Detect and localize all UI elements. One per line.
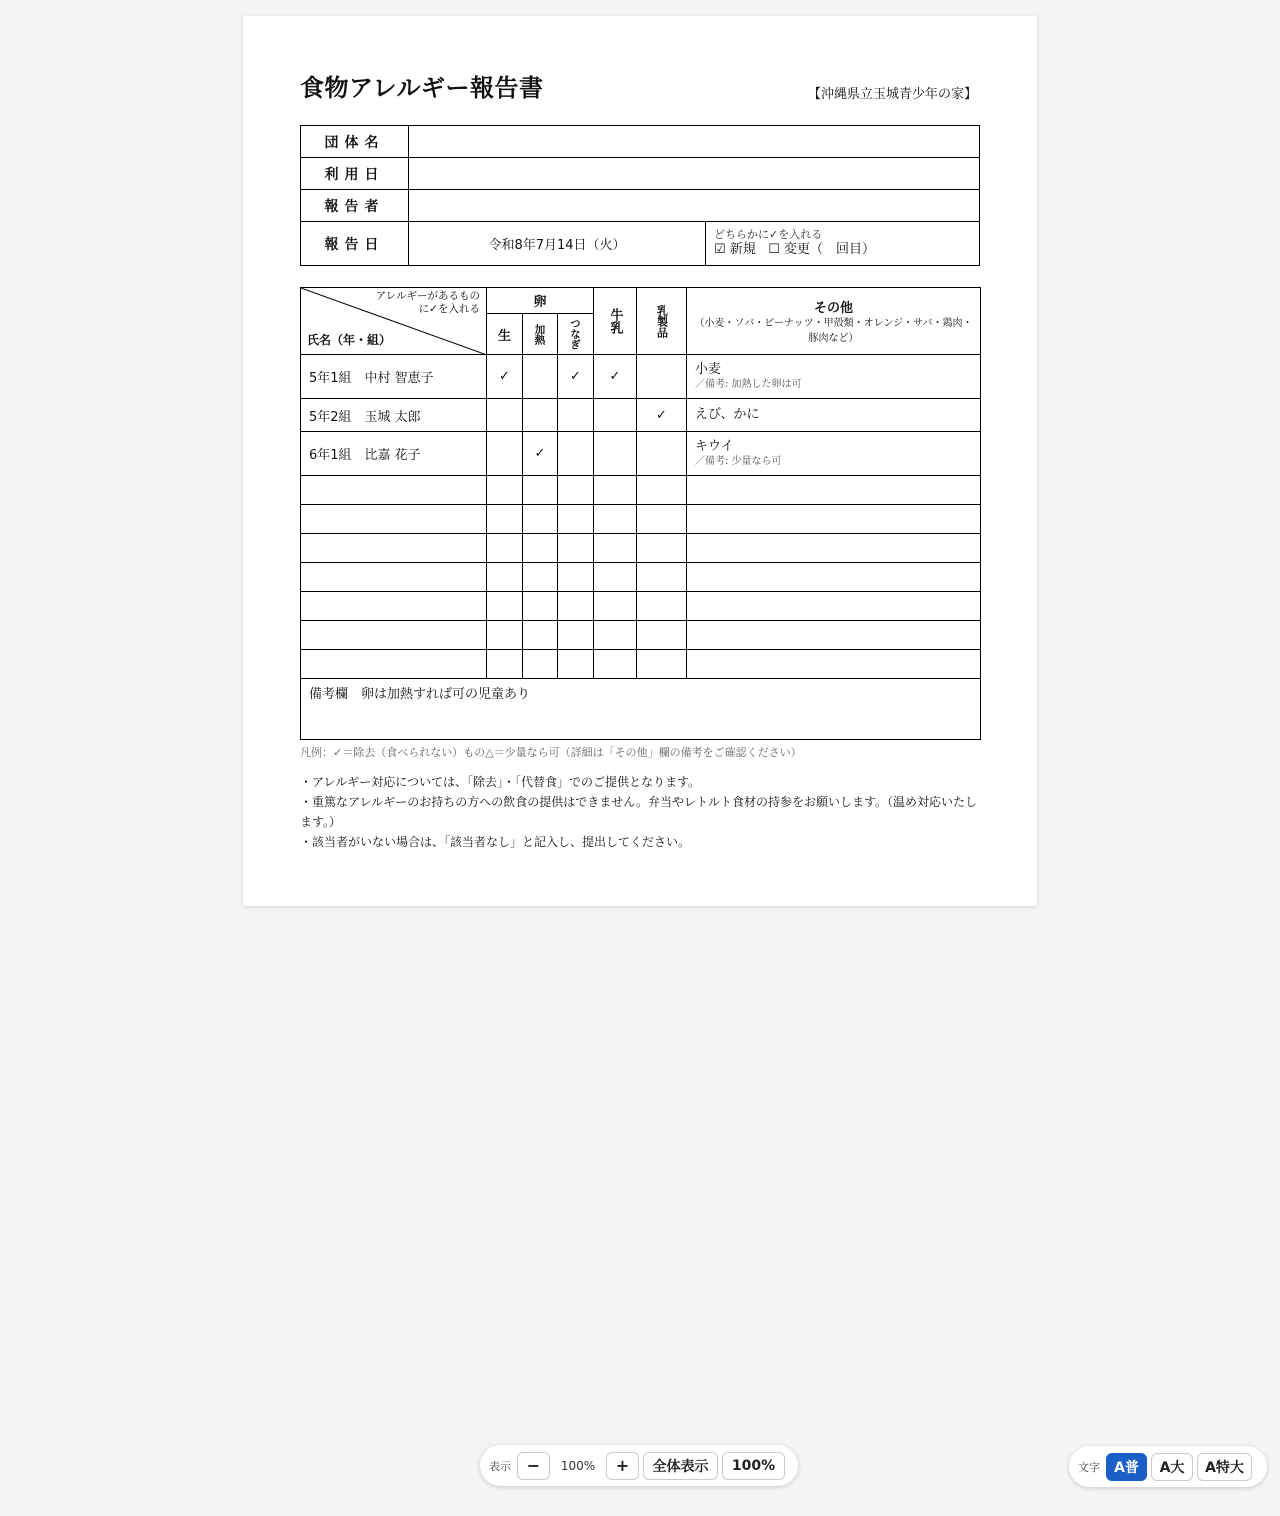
dairy-header-label: 乳製品: [655, 304, 669, 338]
other-allergy[interactable]: [687, 355, 981, 399]
diag-top-label: アレルギーがあるもの に✓を入れる: [375, 290, 480, 315]
empty-cell[interactable]: [637, 621, 687, 650]
egg-binder-check[interactable]: ✓: [558, 355, 594, 399]
egg-header: 卵: [487, 288, 594, 314]
new-checkbox[interactable]: ☑ 新規: [714, 242, 756, 257]
empty-cell[interactable]: [594, 505, 637, 534]
empty-cell[interactable]: [558, 563, 594, 592]
student-name[interactable]: 6年1組 比嘉 花子: [301, 432, 487, 476]
remarks-field[interactable]: 備考欄 卵は加熱すれば可の児童あり: [301, 679, 981, 740]
empty-cell[interactable]: [637, 563, 687, 592]
empty-cell[interactable]: [301, 534, 487, 563]
dairy-check[interactable]: [637, 355, 687, 399]
empty-cell[interactable]: [301, 621, 487, 650]
milk-check[interactable]: ✓: [594, 355, 637, 399]
egg-binder-check[interactable]: [558, 399, 594, 432]
group-field[interactable]: [409, 126, 980, 158]
empty-cell[interactable]: [487, 621, 523, 650]
empty-row: [301, 534, 981, 563]
legend: 凡例：✓＝除去（食べられない）もの△＝少量なら可（詳細は「その他」欄の備考をご確認ください）: [300, 746, 802, 759]
empty-cell[interactable]: [637, 650, 687, 679]
empty-cell[interactable]: [687, 505, 981, 534]
empty-cell[interactable]: [523, 621, 558, 650]
empty-cell[interactable]: [487, 650, 523, 679]
empty-cell[interactable]: [594, 621, 637, 650]
empty-cell[interactable]: [487, 505, 523, 534]
other-header-note: （小麦・ソバ・ピーナッツ・甲殻類・オレンジ・サバ・鶏肉・豚肉など）: [694, 317, 973, 344]
empty-cell[interactable]: [637, 476, 687, 505]
empty-cell[interactable]: [687, 621, 981, 650]
note-item: ・重篤なアレルギーのお持ちの方への飲食の提供はできません。弁当やレトルト食材の持参をお願いします。（温め対応いたします。）: [300, 795, 977, 829]
milk-check[interactable]: [594, 399, 637, 432]
table-row: [301, 355, 981, 399]
empty-row: [301, 650, 981, 679]
egg-raw-check[interactable]: [487, 432, 523, 476]
reset-zoom-button[interactable]: 100%: [722, 1452, 785, 1480]
egg-cooked-check[interactable]: [523, 399, 558, 432]
empty-cell[interactable]: [523, 534, 558, 563]
other-header: [687, 288, 981, 355]
other-allergy-main: 小麦: [695, 362, 722, 377]
document-title: 食物アレルギー報告書: [300, 74, 544, 102]
note-item: ・アレルギー対応については、「除去」・「代替食」でのご提供となります。: [300, 775, 701, 789]
egg-binder-header: [558, 314, 594, 355]
empty-cell[interactable]: [523, 592, 558, 621]
egg-cooked-header: [523, 314, 558, 355]
table-row: [301, 432, 981, 476]
change-checkbox[interactable]: ☐ 変更（ 回目）: [768, 242, 875, 257]
empty-cell[interactable]: [301, 592, 487, 621]
empty-cell[interactable]: [637, 505, 687, 534]
empty-cell[interactable]: [558, 505, 594, 534]
empty-cell[interactable]: [487, 592, 523, 621]
font-xlarge-button[interactable]: A特大: [1197, 1453, 1252, 1481]
empty-cell[interactable]: [301, 563, 487, 592]
new-change-choice: [706, 222, 980, 266]
diagonal-header: [301, 288, 487, 355]
student-name[interactable]: 5年2組 玉城 太郎: [301, 399, 487, 432]
empty-cell[interactable]: [594, 650, 637, 679]
organization-name: 【沖縄県立玉城青少年の家】: [807, 87, 977, 102]
egg-raw-check[interactable]: ✓: [487, 355, 523, 399]
empty-cell[interactable]: [523, 563, 558, 592]
empty-row: [301, 592, 981, 621]
view-toolbar: [480, 1445, 798, 1486]
empty-row: [301, 563, 981, 592]
milk-header: [594, 288, 637, 355]
report-page: [243, 16, 1037, 906]
empty-cell[interactable]: [523, 505, 558, 534]
empty-cell[interactable]: [487, 563, 523, 592]
view-label: 表示: [489, 1459, 511, 1473]
empty-cell[interactable]: [558, 621, 594, 650]
name-column-header: 氏名（年・組）: [307, 333, 392, 347]
table-row: [301, 399, 981, 432]
empty-cell[interactable]: [594, 534, 637, 563]
other-allergy-main: えび、かに: [695, 407, 760, 422]
empty-cell[interactable]: [523, 650, 558, 679]
empty-cell[interactable]: [687, 534, 981, 563]
empty-cell[interactable]: [687, 650, 981, 679]
reporter-label: 報告者: [301, 190, 409, 222]
egg-binder-label: つなぎ: [569, 318, 581, 350]
other-allergy[interactable]: [687, 432, 981, 476]
empty-cell[interactable]: [301, 476, 487, 505]
egg-raw-header: 生: [487, 314, 523, 355]
other-allergy-note: ／備考: 少量なら可: [695, 456, 782, 467]
empty-cell[interactable]: [558, 650, 594, 679]
empty-cell[interactable]: [558, 534, 594, 563]
dairy-header: [637, 288, 687, 355]
font-large-button[interactable]: A大: [1151, 1453, 1193, 1481]
egg-raw-check[interactable]: [487, 399, 523, 432]
other-header-label: その他: [813, 300, 853, 316]
info-table: [300, 125, 980, 266]
dairy-check[interactable]: ✓: [637, 399, 687, 432]
empty-cell[interactable]: [523, 476, 558, 505]
zoom-value: 100%: [560, 1458, 596, 1473]
milk-check[interactable]: [594, 432, 637, 476]
empty-cell[interactable]: [558, 476, 594, 505]
empty-cell[interactable]: [487, 476, 523, 505]
use-date-label: 利用日: [301, 158, 409, 190]
group-label: 団体名: [301, 126, 409, 158]
empty-cell[interactable]: [594, 563, 637, 592]
font-label: 文字: [1078, 1460, 1100, 1474]
student-name[interactable]: 5年1組 中村 智恵子: [301, 355, 487, 399]
reporter-field[interactable]: [409, 190, 980, 222]
empty-cell[interactable]: [558, 592, 594, 621]
empty-row: [301, 505, 981, 534]
egg-cooked-label: 加熱: [533, 323, 546, 345]
font-normal-button[interactable]: A普: [1106, 1453, 1147, 1481]
egg-cooked-check[interactable]: [523, 355, 558, 399]
dairy-check[interactable]: [637, 432, 687, 476]
empty-cell[interactable]: [487, 534, 523, 563]
allergy-table: [300, 287, 981, 740]
egg-cooked-check[interactable]: ✓: [523, 432, 558, 476]
note-item: ・該当者がいない場合は、「該当者なし」と記入し、提出してください。: [300, 835, 691, 849]
other-allergy-note: ／備考: 加熱した卵は可: [695, 379, 802, 390]
empty-cell[interactable]: [687, 592, 981, 621]
empty-cell[interactable]: [637, 534, 687, 563]
empty-cell[interactable]: [301, 505, 487, 534]
empty-cell[interactable]: [687, 476, 981, 505]
font-size-toolbar: [1069, 1446, 1267, 1487]
empty-row: [301, 476, 981, 505]
empty-cell[interactable]: [594, 592, 637, 621]
report-date-value[interactable]: 令和8年7月14日（火）: [409, 222, 706, 266]
zoom-out-button[interactable]: −: [517, 1452, 550, 1480]
empty-row: [301, 621, 981, 650]
egg-binder-check[interactable]: [558, 432, 594, 476]
notes: [300, 772, 982, 852]
zoom-in-button[interactable]: +: [606, 1452, 639, 1480]
report-date-label: 報告日: [301, 222, 409, 266]
fit-page-button[interactable]: 全体表示: [643, 1452, 718, 1480]
use-date-field[interactable]: [409, 158, 980, 190]
other-allergy-main: キウイ: [695, 439, 734, 454]
milk-header-label: 牛乳: [607, 308, 623, 334]
choice-note: どちらかに✓を入れる: [714, 228, 823, 241]
empty-cell[interactable]: [301, 650, 487, 679]
empty-cell[interactable]: [594, 476, 637, 505]
other-allergy[interactable]: [687, 399, 981, 432]
remarks-row: [301, 679, 981, 740]
empty-cell[interactable]: [637, 592, 687, 621]
empty-cell[interactable]: [687, 563, 981, 592]
